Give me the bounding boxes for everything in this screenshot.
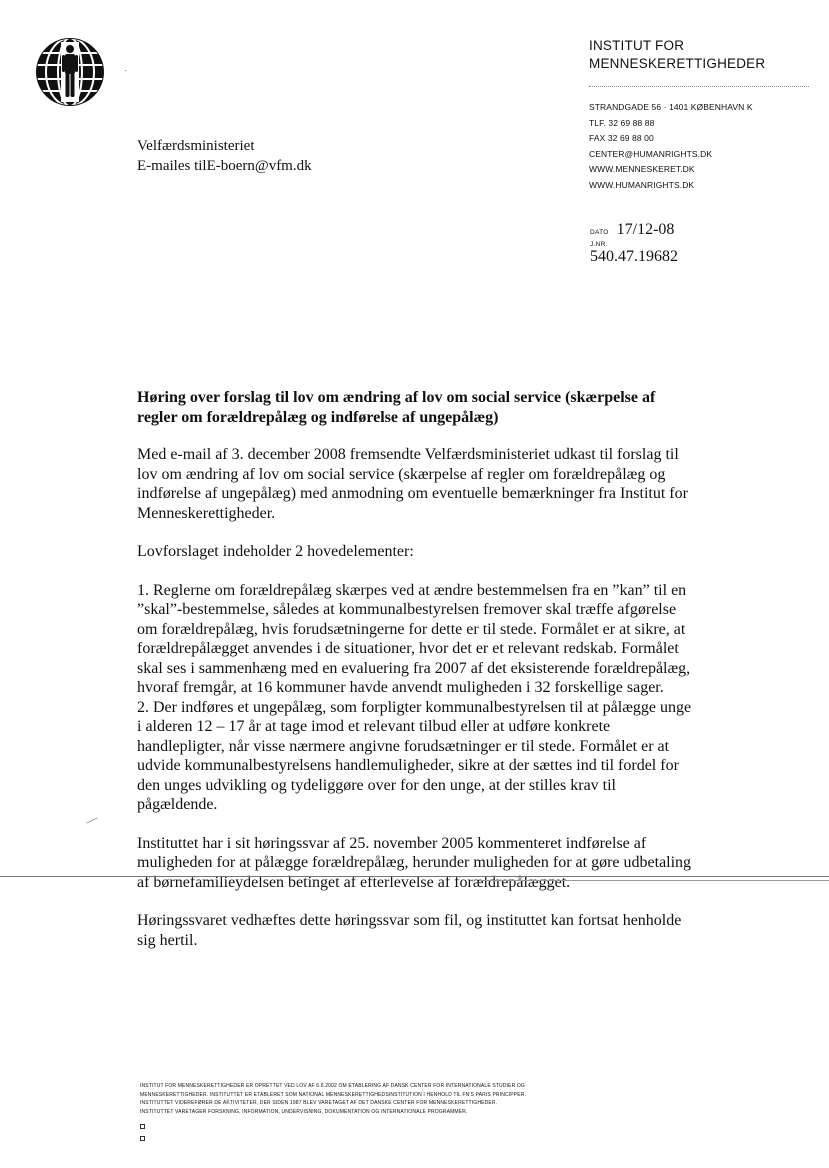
paragraph-point-1: 1. Reglerne om forældrepålæg skærpes ved at ændre bestemmelsen fra en ”kan” til en ”skal”-bestemmelse, således at kommunalbestyrelsen fremover skal træffe afgørelse om forældrepålæg, hvis forudsætningerne for dette er til stede. Formålet er at sikre, at forældrepålægget anvendes i de situationer, hvor det er et relevant redskab. Formålet skal ses i sammenhæng med en evaluering fra 2007 af det eksisterende forældrepålæg, hvoraf fremgår, at 16 kommuner havde anvendt muligheden i 32 forskellige sager. [137, 581, 691, 696]
globe-human-figure-icon [34, 36, 106, 108]
paragraph-attachment: Høringssvaret vedhæftes dette høringssvar som fil, og instituttet kan fortsat henholde sig hertil. [137, 912, 682, 949]
scan-line [0, 876, 829, 877]
paragraph-intro: Med e-mail af 3. december 2008 fremsendte Velfærdsministeriet udkast til forslag til lov om ændring af lov om social service (skærpelse af regler om forældrepålæg og indførelse af ungepålæg) med anmodning om eventuelle bemærkninger fra Institut for Menneskerettigheder. [137, 446, 688, 522]
footer-legal-text [140, 1082, 700, 1116]
website-2: WWW.HUMANRIGHTS.DK [589, 179, 695, 190]
phone: TLF. 32 69 88 88 [589, 117, 655, 128]
journal-number-label: J.NR. [590, 241, 608, 248]
header-divider [589, 86, 809, 87]
paragraph-summary: Lovforslaget indeholder 2 hovedelementer: [137, 543, 414, 560]
org-name-line2: MENNESKERETTIGHEDER [589, 56, 766, 71]
letter-title: Høring over forslag til lov om ændring af lov om social service (skærpelse af regler om forældrepålæg og indførelse af ungepålæg) [137, 389, 656, 426]
org-name-line1: INSTITUT FOR [589, 38, 685, 53]
footer-line: INSTITUTTET VIDEREFØRER DE AKTIVITETER, DER SIDEN 1987 BLEV VARETAGET AF DET DANSKE CENTER FOR MENNESKERETTIGHEDER. [140, 1100, 498, 1106]
recipient-name: Velfærdsministeriet [137, 138, 255, 154]
fax: FAX 32 69 88 00 [589, 133, 654, 143]
date-label: DATO [590, 229, 609, 236]
website-1: WWW.MENNESKERET.DK [589, 164, 695, 174]
paragraph-point-2: 2. Der indføres et ungepålæg, som forpligter kommunalbestyrelsen til at pålægge unge i alderen 12 – 17 år at tage imod et relevant tilbud eller at udføre konkrete handlepligter, når visse nærmere angivne forudsætninger er til stede. Formålet er at udvide kommunalbestyrelsens handlemuligheder, sikre at der sættes ind til fordel for den unges udvikling og tydeliggøre over for den unge, at der stilles krav til pågældende. [137, 698, 692, 813]
journal-number-value: 540.47.19682 [590, 248, 678, 265]
recipient-block [137, 136, 312, 176]
letter-body [137, 388, 697, 969]
contact-email: CENTER@HUMANRIGHTS.DK [589, 148, 713, 159]
date-value: 17/12-08 [616, 221, 675, 238]
footer-line: INSTITUT FOR MENNESKERETTIGHEDER ER OPRETTET VED LOV AF 6.6.2002 OM ETABLERING AF DANSK CENTER FOR INTERNATIONALE STUDIER OG [140, 1083, 525, 1089]
footer-line: MENNESKERETTIGHEDER. INSTITUTTET ER ETABLERET SOM NATIONAL MENNESKERETTIGHEDSINSTITUTION I HENHOLD TIL FN'S PARIS PRINCIPPER. [140, 1091, 527, 1098]
scan-line [480, 880, 829, 881]
scan-speck: · [124, 66, 127, 75]
paragraph-previous-response: Instituttet har i sit høringssvar af 25. november 2005 kommenteret indførelse af muligheden for at pålægge forældrepålæg, herunder muligheden for at gøre udbetaling af børnefamilieydelsen betinget af efterlevelse af forældrepålægget. [137, 834, 692, 891]
contact-block [589, 100, 819, 193]
recipient-email: E-mailes tilE-boern@vfm.dk [137, 158, 312, 174]
footer-square-icon [140, 1136, 145, 1141]
footer-square-icon [140, 1124, 145, 1129]
reference-block [590, 221, 678, 266]
organization-name [589, 37, 809, 73]
scan-mark [86, 818, 97, 824]
footer-line: INSTITUTTET VARETAGER FORSKNING, INFORMATION, UNDERVISNING, DOKUMENTATION OG INTERNATIONALE PROGRAMMER. [140, 1108, 468, 1115]
address: STRANDGADE 56 · 1401 KØBENHAVN K [589, 102, 753, 112]
